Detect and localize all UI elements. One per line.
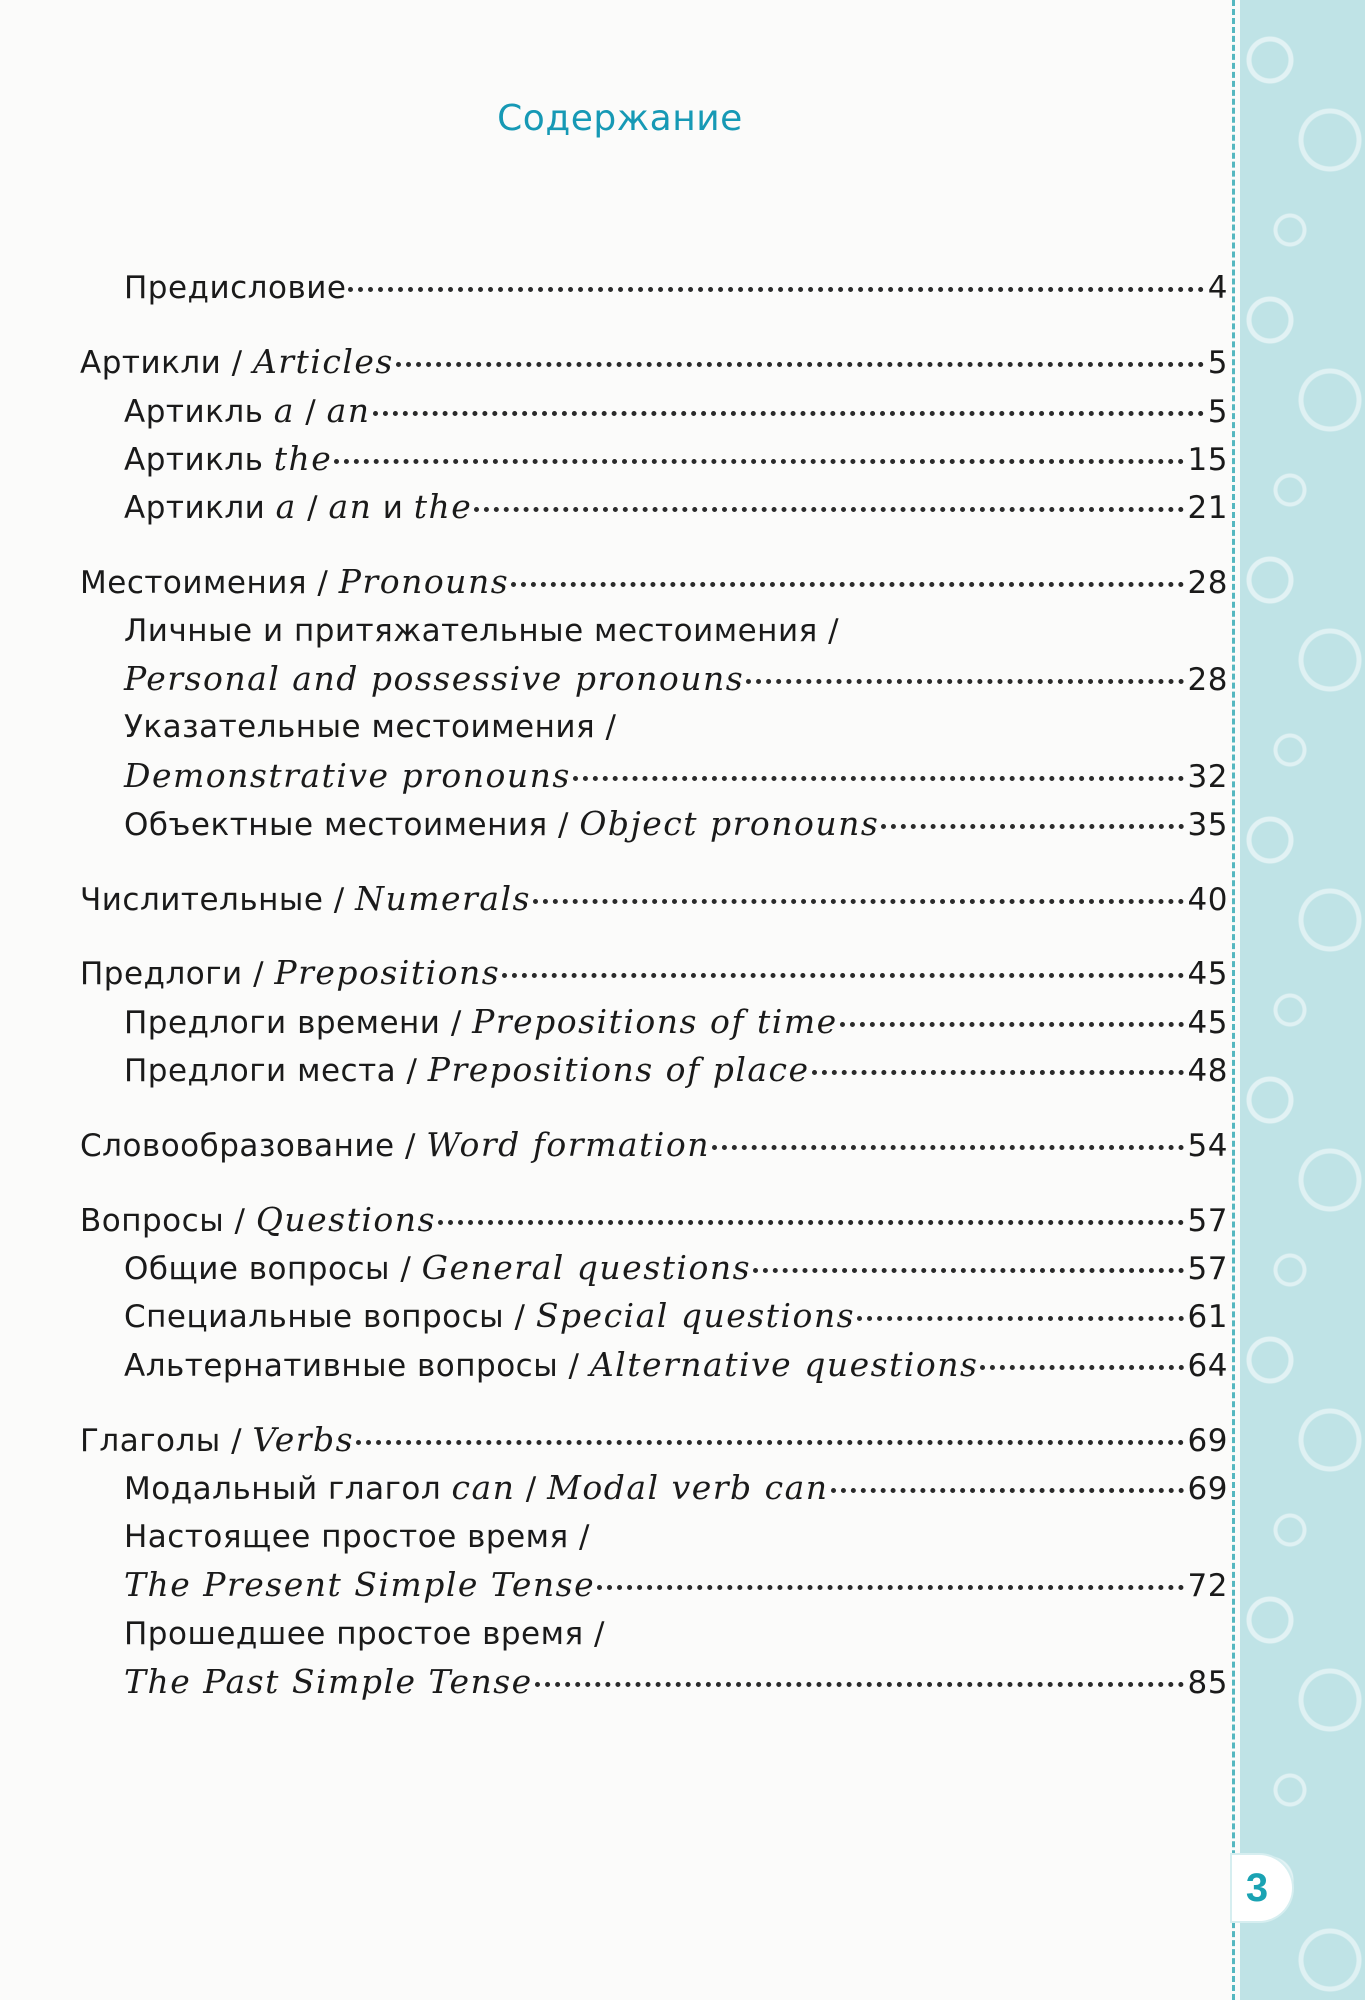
toc-entry-pronouns[interactable] bbox=[80, 560, 1228, 604]
entry-page: 54 bbox=[1187, 1128, 1228, 1164]
entry-en: Pronouns bbox=[338, 562, 510, 601]
entry-en: Alternative questions bbox=[589, 1345, 979, 1384]
entry-page: 35 bbox=[1187, 807, 1228, 843]
entry-sep: / bbox=[504, 1299, 536, 1335]
toc-entry-verbs[interactable] bbox=[80, 1418, 1228, 1462]
entry-en: Prepositions of time bbox=[472, 1002, 838, 1041]
entry-en: Special questions bbox=[535, 1296, 856, 1335]
entry-page: 4 bbox=[1207, 270, 1228, 306]
entry-page: 45 bbox=[1187, 1005, 1228, 1041]
entry-ru: Настоящее простое время bbox=[124, 1519, 569, 1555]
toc-entry-prepositions[interactable] bbox=[80, 951, 1228, 995]
entry-ru-and: и bbox=[382, 490, 404, 526]
entry-page: 45 bbox=[1187, 956, 1228, 992]
entry-ru: Предлоги bbox=[80, 956, 243, 992]
leader-dots bbox=[712, 1145, 1184, 1150]
toc-entry-demonstrative-pronouns[interactable] bbox=[124, 754, 1228, 798]
entry-ru: Вопросы bbox=[80, 1203, 225, 1239]
leader-dots bbox=[857, 1316, 1184, 1321]
entry-ru: Глаголы bbox=[80, 1423, 221, 1459]
leader-dots bbox=[356, 1440, 1183, 1445]
toc-entry-personal-pronouns-ru[interactable] bbox=[124, 609, 1228, 653]
leader-dots bbox=[753, 1268, 1184, 1273]
entry-ru: Предлоги места bbox=[124, 1053, 397, 1089]
entry-ru: Местоимения bbox=[80, 565, 308, 601]
leader-dots bbox=[396, 362, 1204, 367]
entry-en: The Present Simple Tense bbox=[124, 1565, 596, 1604]
entry-sep: / bbox=[389, 1251, 422, 1287]
leader-dots bbox=[812, 1070, 1184, 1075]
entry-page: 21 bbox=[1187, 490, 1228, 526]
entry-ru: Специальные вопросы bbox=[124, 1299, 505, 1335]
entry-en-an: an bbox=[328, 487, 373, 526]
entry-page: 72 bbox=[1187, 1568, 1228, 1604]
leader-dots bbox=[474, 507, 1183, 512]
entry-page: 32 bbox=[1187, 759, 1228, 795]
entry-sep: / bbox=[323, 882, 356, 918]
entry-sep: / bbox=[396, 1053, 428, 1089]
entry-sep: / bbox=[220, 1423, 253, 1459]
entry-en: an bbox=[326, 391, 371, 430]
entry-en: the bbox=[413, 487, 473, 526]
entry-en: Personal and possessive pronouns bbox=[124, 659, 745, 698]
entry-en-can: can bbox=[451, 1468, 516, 1507]
entry-ru: Предлоги времени bbox=[124, 1005, 441, 1041]
entry-page: 57 bbox=[1187, 1251, 1228, 1287]
entry-en: Prepositions of place bbox=[427, 1050, 810, 1089]
entry-en-a: a bbox=[275, 487, 297, 526]
toc-entry-prepositions-time[interactable] bbox=[124, 1000, 1228, 1044]
toc-entry-questions[interactable] bbox=[80, 1198, 1228, 1242]
entry-en: General questions bbox=[421, 1248, 752, 1287]
entry-page: 5 bbox=[1207, 394, 1228, 430]
entry-sep: / bbox=[817, 613, 840, 649]
entry-page: 40 bbox=[1187, 882, 1228, 918]
leader-dots bbox=[373, 411, 1204, 416]
toc-entry-prepositions-place[interactable] bbox=[124, 1048, 1228, 1092]
entry-page: 28 bbox=[1187, 565, 1228, 601]
entry-en: Verbs bbox=[252, 1420, 355, 1459]
page-number: 3 bbox=[1245, 1866, 1269, 1910]
decorative-side-band bbox=[1240, 0, 1365, 2000]
toc-entry-past-simple[interactable] bbox=[124, 1660, 1228, 1704]
toc-entry-general-questions[interactable] bbox=[124, 1246, 1228, 1290]
toc-entry-demonstrative-pronouns-ru[interactable] bbox=[124, 705, 1228, 749]
entry-page: 64 bbox=[1187, 1348, 1228, 1384]
entry-ru: Артикль bbox=[124, 394, 264, 430]
leader-dots bbox=[511, 582, 1183, 587]
leader-dots bbox=[831, 1488, 1184, 1493]
toc-entry-modal-verb[interactable] bbox=[124, 1466, 1228, 1510]
leader-dots bbox=[348, 287, 1203, 292]
toc-entry-personal-pronouns[interactable] bbox=[124, 657, 1228, 701]
toc-entry-special-questions[interactable] bbox=[124, 1294, 1228, 1338]
leader-dots bbox=[597, 1585, 1183, 1590]
entry-page: 15 bbox=[1187, 442, 1228, 478]
entry-en: Questions bbox=[255, 1200, 436, 1239]
toc-entry-present-simple-ru[interactable] bbox=[124, 1515, 1228, 1559]
leader-dots bbox=[533, 899, 1184, 904]
entry-ru: Прошедшее простое время bbox=[124, 1616, 584, 1652]
entry-sep: / bbox=[440, 1005, 473, 1041]
entry-ru: Общие вопросы bbox=[124, 1251, 390, 1287]
entry-ru: Объектные местоимения bbox=[124, 807, 548, 843]
entry-sep: / bbox=[394, 1128, 427, 1164]
toc-entry-alternative-questions[interactable] bbox=[124, 1343, 1228, 1387]
entry-sep: / bbox=[242, 956, 275, 992]
entry-ru: Альтернативные вопросы bbox=[124, 1348, 559, 1384]
entry-page: 28 bbox=[1187, 662, 1228, 698]
entry-en: Object pronouns bbox=[579, 804, 880, 843]
toc-entry-articles[interactable] bbox=[80, 340, 1228, 384]
toc-entry-word-formation[interactable] bbox=[80, 1123, 1228, 1167]
entry-page: 5 bbox=[1207, 345, 1228, 381]
leader-dots bbox=[535, 1682, 1184, 1687]
toc-entry-present-simple[interactable] bbox=[124, 1563, 1228, 1607]
entry-page: 57 bbox=[1187, 1203, 1228, 1239]
entry-page: 48 bbox=[1187, 1053, 1228, 1089]
entry-ru: Словообразование bbox=[80, 1128, 395, 1164]
entry-ru: Личные и притяжательные местоимения bbox=[124, 613, 818, 649]
entry-page: 69 bbox=[1187, 1423, 1228, 1459]
entry-en: Demonstrative pronouns bbox=[124, 756, 571, 795]
leader-dots bbox=[840, 1022, 1184, 1027]
leader-dots bbox=[502, 973, 1183, 978]
toc-entry-object-pronouns[interactable] bbox=[124, 802, 1228, 846]
entry-ru: Предисловие bbox=[124, 270, 347, 306]
entry-sep: / bbox=[294, 394, 327, 430]
entry-sep: / bbox=[515, 1471, 548, 1507]
leader-dots bbox=[881, 824, 1183, 829]
entry-sep: / bbox=[224, 1203, 256, 1239]
entry-sep: / bbox=[583, 1616, 605, 1652]
leader-dots bbox=[980, 1365, 1183, 1370]
entry-sep: / bbox=[307, 565, 339, 601]
page-title: Содержание bbox=[497, 98, 743, 139]
toc-entry-past-simple-ru[interactable] bbox=[124, 1612, 1228, 1656]
entry-page: 85 bbox=[1187, 1665, 1228, 1701]
entry-ru: Числительные bbox=[80, 882, 324, 918]
entry-en: Modal verb can bbox=[547, 1468, 829, 1507]
entry-ru: Модальный глагол bbox=[124, 1471, 442, 1507]
entry-sep: / bbox=[558, 1348, 590, 1384]
entry-sep: / bbox=[568, 1519, 590, 1555]
entry-en-a: a bbox=[273, 391, 295, 430]
entry-en: Numerals bbox=[355, 879, 531, 918]
entry-ru: Указательные местоимения bbox=[124, 709, 596, 745]
entry-en: Word formation bbox=[426, 1125, 710, 1164]
entry-sep: / bbox=[547, 807, 580, 843]
leader-dots bbox=[438, 1220, 1184, 1225]
entry-sep: / bbox=[595, 709, 617, 745]
entry-en: Prepositions bbox=[274, 953, 501, 992]
entry-ru: Артикли bbox=[80, 345, 222, 381]
dashed-divider bbox=[1232, 0, 1235, 2000]
leader-dots bbox=[334, 459, 1183, 464]
toc-entry-article-a-an[interactable] bbox=[124, 389, 1228, 433]
entry-sep: / bbox=[296, 490, 329, 526]
entry-page: 69 bbox=[1187, 1471, 1228, 1507]
toc-entry-article-the[interactable] bbox=[124, 437, 1228, 481]
toc-entry-numerals[interactable] bbox=[80, 877, 1228, 921]
entry-sep: / bbox=[221, 345, 253, 381]
toc-entry-articles-a-an-the[interactable] bbox=[124, 485, 1228, 529]
entry-ru: Артикли bbox=[124, 490, 266, 526]
entry-en: The Past Simple Tense bbox=[124, 1662, 533, 1701]
entry-ru: Артикль bbox=[124, 442, 264, 478]
entry-page: 61 bbox=[1187, 1299, 1228, 1335]
entry-en: Articles bbox=[252, 342, 394, 381]
leader-dots bbox=[573, 776, 1184, 781]
toc-entry-preface[interactable] bbox=[124, 266, 1228, 310]
leader-dots bbox=[746, 679, 1183, 684]
entry-en: the bbox=[273, 439, 333, 478]
